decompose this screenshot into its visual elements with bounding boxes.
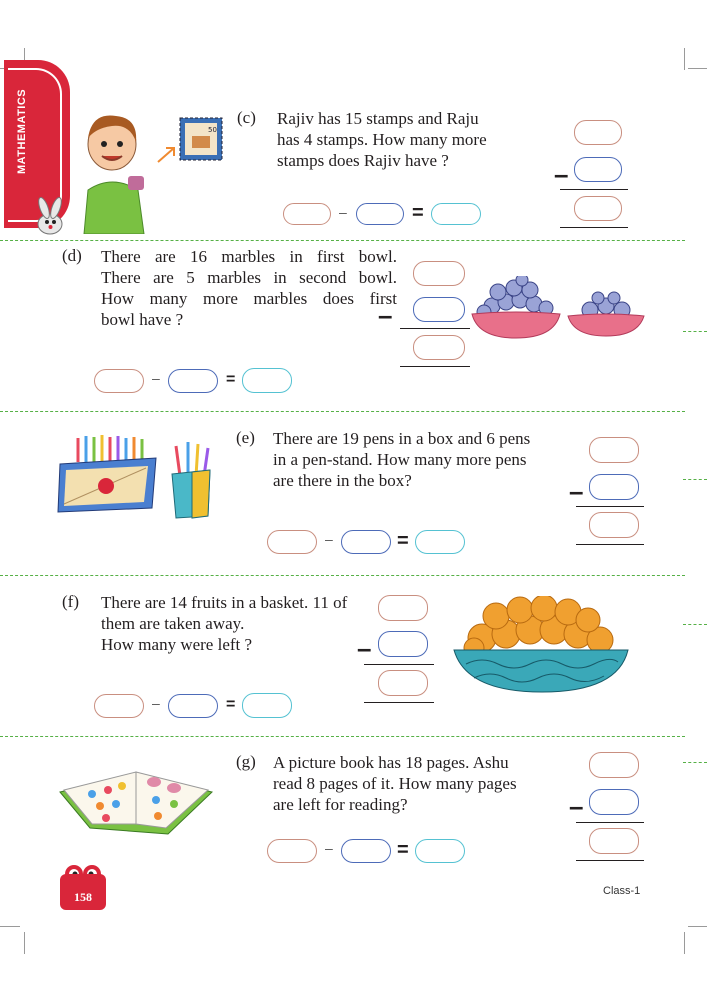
crop-mark (684, 48, 685, 70)
answer-box-minuend[interactable] (283, 203, 331, 225)
crop-mark (24, 932, 25, 954)
question-line: There are 14 fruits in a basket. 11 of (101, 593, 348, 612)
crop-mark (684, 932, 685, 954)
answer-box-subtrahend[interactable] (341, 530, 391, 554)
question-text (273, 752, 517, 815)
equals-sign: = (397, 839, 409, 861)
question-line: read 8 pages of it. How many pages (273, 774, 517, 793)
sum-line (364, 702, 434, 703)
answer-box-minuend[interactable] (267, 839, 317, 863)
crop-mark (688, 68, 707, 69)
svg-text:50: 50 (208, 126, 217, 134)
vertical-box-subtrahend[interactable] (589, 474, 639, 500)
minus-sign: – (325, 840, 333, 856)
minus-sign: – (569, 476, 584, 506)
equals-sign: = (412, 202, 424, 224)
rabbit-mascot-icon (28, 196, 72, 236)
question-text (277, 108, 487, 171)
equals-sign: = (397, 530, 409, 552)
question-line: How many more marbles does first (101, 289, 397, 308)
pen-box-illustration (56, 432, 160, 514)
question-line: are left for reading? (273, 795, 408, 814)
sum-line (400, 328, 470, 329)
vertical-box-result[interactable] (574, 196, 622, 221)
question-label: (c) (237, 108, 256, 127)
answer-box-subtrahend[interactable] (341, 839, 391, 863)
vertical-box-minuend[interactable] (378, 595, 428, 621)
vertical-box-result[interactable] (589, 512, 639, 538)
fruit-basket-illustration (452, 596, 630, 694)
question-line: There are 5 marbles in second bowl. (101, 268, 397, 287)
section-divider (0, 240, 685, 241)
answer-box-result[interactable] (242, 368, 292, 393)
minus-sign: – (569, 791, 584, 821)
answer-box-subtrahend[interactable] (356, 203, 404, 225)
class-label: Class-1 (603, 885, 641, 897)
pen-stand-illustration (166, 440, 216, 520)
question-line: are there in the box? (273, 471, 412, 490)
question-line: them are taken away. (101, 614, 245, 633)
stamp-icon (178, 116, 224, 162)
vertical-box-subtrahend[interactable] (378, 631, 428, 657)
picture-book-illustration (56, 762, 218, 838)
answer-box-result[interactable] (431, 203, 481, 225)
question-text (101, 246, 397, 330)
marble-bowl-large (470, 276, 562, 340)
edge-dash (683, 624, 707, 625)
question-line: has 4 stamps. How many more (277, 130, 487, 149)
answer-box-result[interactable] (242, 693, 292, 718)
edge-dash (683, 479, 707, 480)
sum-line (576, 506, 644, 507)
page-number: 158 (74, 890, 92, 904)
vertical-box-minuend[interactable] (413, 261, 465, 286)
minus-sign: – (378, 300, 393, 330)
question-line: Rajiv has 15 stamps and Raju (277, 109, 479, 128)
minus-sign: – (152, 370, 160, 386)
arrow-icon (156, 144, 178, 164)
vertical-box-subtrahend[interactable] (574, 157, 622, 182)
page-number-badge (60, 874, 106, 910)
question-line: There are 16 marbles in first bowl. (101, 247, 397, 266)
crop-mark (0, 926, 20, 927)
vertical-box-minuend[interactable] (589, 437, 639, 463)
answer-box-minuend[interactable] (94, 369, 144, 393)
sum-line (560, 227, 628, 228)
answer-box-subtrahend[interactable] (168, 694, 218, 718)
answer-box-result[interactable] (415, 530, 465, 554)
question-label: (d) (62, 246, 82, 265)
minus-sign: – (357, 633, 372, 663)
sum-line (576, 544, 644, 545)
question-line: bowl have ? (101, 310, 184, 329)
marble-bowl-small (566, 290, 646, 338)
question-line: There are 19 pens in a box and 6 pens (273, 429, 531, 448)
answer-box-minuend[interactable] (267, 530, 317, 554)
sum-line (364, 664, 434, 665)
section-divider (0, 575, 685, 576)
question-text (273, 428, 530, 491)
minus-sign: – (554, 159, 569, 189)
sum-line (560, 189, 628, 190)
question-line: How many were left ? (101, 635, 253, 654)
section-divider (0, 411, 685, 412)
vertical-box-minuend[interactable] (589, 752, 639, 778)
edge-dash (683, 331, 707, 332)
equals-sign: = (226, 371, 236, 388)
vertical-box-result[interactable] (589, 828, 639, 854)
minus-sign: – (325, 531, 333, 547)
sum-line (400, 366, 470, 367)
sum-line (576, 822, 644, 823)
vertical-box-minuend[interactable] (574, 120, 622, 145)
section-divider (0, 736, 685, 737)
question-line: stamps does Rajiv have ? (277, 151, 449, 170)
answer-box-result[interactable] (415, 839, 465, 863)
subject-label: MATHEMATICS (16, 88, 28, 174)
question-line: in a pen-stand. How many more pens (273, 450, 527, 469)
equals-sign: = (226, 696, 236, 713)
sum-line (576, 860, 644, 861)
edge-dash (683, 762, 707, 763)
answer-box-subtrahend[interactable] (168, 369, 218, 393)
question-label: (g) (236, 752, 256, 771)
crop-mark (688, 926, 707, 927)
vertical-box-subtrahend[interactable] (413, 297, 465, 322)
vertical-box-result[interactable] (378, 670, 428, 696)
question-line: A picture book has 18 pages. Ashu (273, 753, 509, 772)
minus-sign: – (152, 695, 160, 711)
answer-box-minuend[interactable] (94, 694, 144, 718)
question-text (101, 592, 347, 655)
question-label: (e) (236, 428, 255, 447)
boy-illustration (78, 108, 154, 234)
minus-sign: – (339, 204, 347, 220)
vertical-box-result[interactable] (413, 335, 465, 360)
vertical-box-subtrahend[interactable] (589, 789, 639, 815)
question-label: (f) (62, 592, 79, 611)
